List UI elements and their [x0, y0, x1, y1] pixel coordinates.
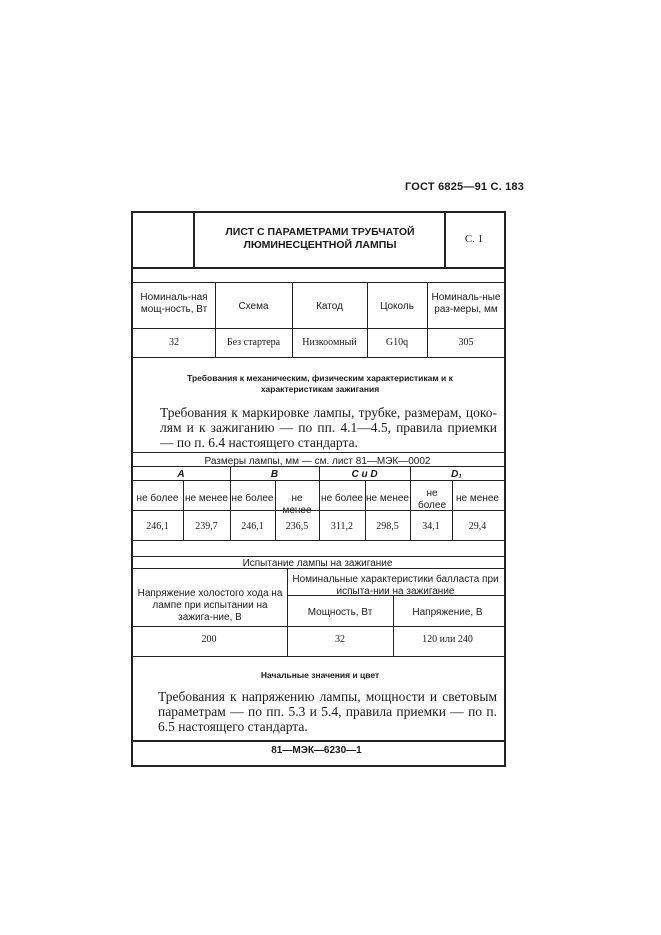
dims-value-1: 246,1: [146, 521, 169, 532]
ign-left-header: Напряжение холостого хода на лампе при испытании на зажига-ние, В: [137, 588, 283, 623]
dims-sub-1: не более: [136, 493, 179, 504]
dims-caption-bottom: [131, 466, 504, 467]
dims-bottom-line: [131, 540, 504, 541]
ign-value-power: 32: [335, 634, 345, 645]
ign-header-bottom: [131, 626, 504, 627]
footer-code: 81—МЭК—6230—1: [271, 745, 362, 756]
ign-caption-bottom: [131, 568, 504, 569]
main-col-divider-4: [427, 282, 428, 357]
ign-value-voltage: 120 или 240: [422, 634, 473, 645]
dims-sub-bottom: [131, 510, 504, 511]
ign-sub-power: Мощность, Вт: [307, 607, 373, 618]
header-dimensions: Номиналь-ные раз-меры, мм: [431, 292, 501, 315]
main-col-divider-3: [367, 282, 368, 357]
dims-value-5: 311,2: [330, 521, 354, 532]
dims-sub-5: не более: [321, 493, 363, 504]
initial-heading: Начальные значения и цвет: [260, 670, 380, 680]
dims-sub-8: не менее: [456, 493, 499, 504]
value-dimensions: 305: [458, 337, 474, 348]
dims-group-bottom: [131, 480, 504, 481]
ign-main-divider: [287, 568, 288, 656]
ign-value-voltage-open: 200: [201, 634, 217, 645]
dims-sub-6: не менее: [366, 493, 409, 504]
ign-caption: Испытание лампы на зажигание: [242, 558, 393, 569]
dims-sub-2: не менее: [185, 493, 228, 504]
dims-caption: Размеры лампы, мм — см. лист 81—МЭК—0002: [204, 456, 431, 467]
header-cathode: Катод: [316, 301, 343, 312]
dims-group-cd: C и D: [351, 469, 378, 480]
footer-top-line: [131, 740, 504, 742]
dims-group-a: A: [177, 469, 185, 480]
frame-top-line: [131, 211, 504, 213]
ign-sub-voltage: Напряжение, В: [412, 607, 483, 618]
header-power: Номиналь-ная мощ-ность, Вт: [140, 292, 208, 315]
value-power: 32: [169, 337, 179, 348]
main-col-divider-2: [292, 282, 293, 357]
main-col-divider-1: [215, 282, 216, 357]
value-cathode: Низкоомный: [302, 337, 357, 348]
mech-paragraph: Требования к маркировке лампы, трубке, размерам, цоко-лям и к зажиганию — по пп. 4.1—4.5, правила приемки — по п. 6.4 настоящего стандарта.: [160, 405, 497, 450]
dims-value-4: 236,5: [285, 521, 309, 532]
header-base: Цоколь: [380, 301, 414, 312]
main-header-bottom: [131, 328, 504, 329]
mech-heading: Требования к механическим, физическим характеристикам и к характеристикам зажигания: [187, 373, 453, 394]
sheet-title: ЛИСТ С ПАРАМЕТРАМИ ТРУБЧАТОЙ ЛЮМИНЕСЦЕНТНОЙ ЛАМПЫ: [225, 226, 415, 251]
dims-sub-4: не менее: [282, 493, 312, 516]
dims-group-b: B: [270, 469, 279, 480]
page-header: ГОСТ 6825—91 С. 183: [405, 181, 525, 193]
dims-value-2: 239,7: [195, 521, 218, 532]
ign-right-group: Номинальные характеристики балласта при испыта-нии на зажигание: [292, 574, 499, 597]
header-scheme: Схема: [238, 301, 269, 312]
value-base: G10q: [385, 337, 409, 348]
value-scheme: Без стартера: [226, 337, 281, 348]
dims-sub-7: не более: [417, 488, 447, 511]
dims-value-7: 34,1: [422, 521, 440, 532]
dims-top-line: [131, 452, 504, 453]
footer-bottom-line: [131, 765, 504, 767]
main-table-bottom: [131, 357, 504, 358]
dims-value-3: 246,1: [241, 521, 264, 532]
dims-value-8: 29,4: [468, 521, 487, 532]
ign-top-line: [131, 556, 504, 557]
dims-value-6: 298,5: [376, 521, 399, 532]
main-table-top: [131, 282, 504, 283]
title-bottom-line: [131, 267, 504, 269]
dims-sub-3: не более: [231, 493, 274, 504]
ign-bottom-line: [131, 656, 504, 657]
initial-paragraph: Требования к напряжению лампы, мощности и световым параметрам — по пп. 5.3 и 5.4, правила приемки — по п. 6.5 настоящего стандарта.: [158, 689, 497, 734]
dims-group-d1: D₁: [451, 469, 462, 480]
sheet-number: С. 1: [464, 233, 484, 245]
ign-right-group-bottom: [287, 595, 504, 596]
